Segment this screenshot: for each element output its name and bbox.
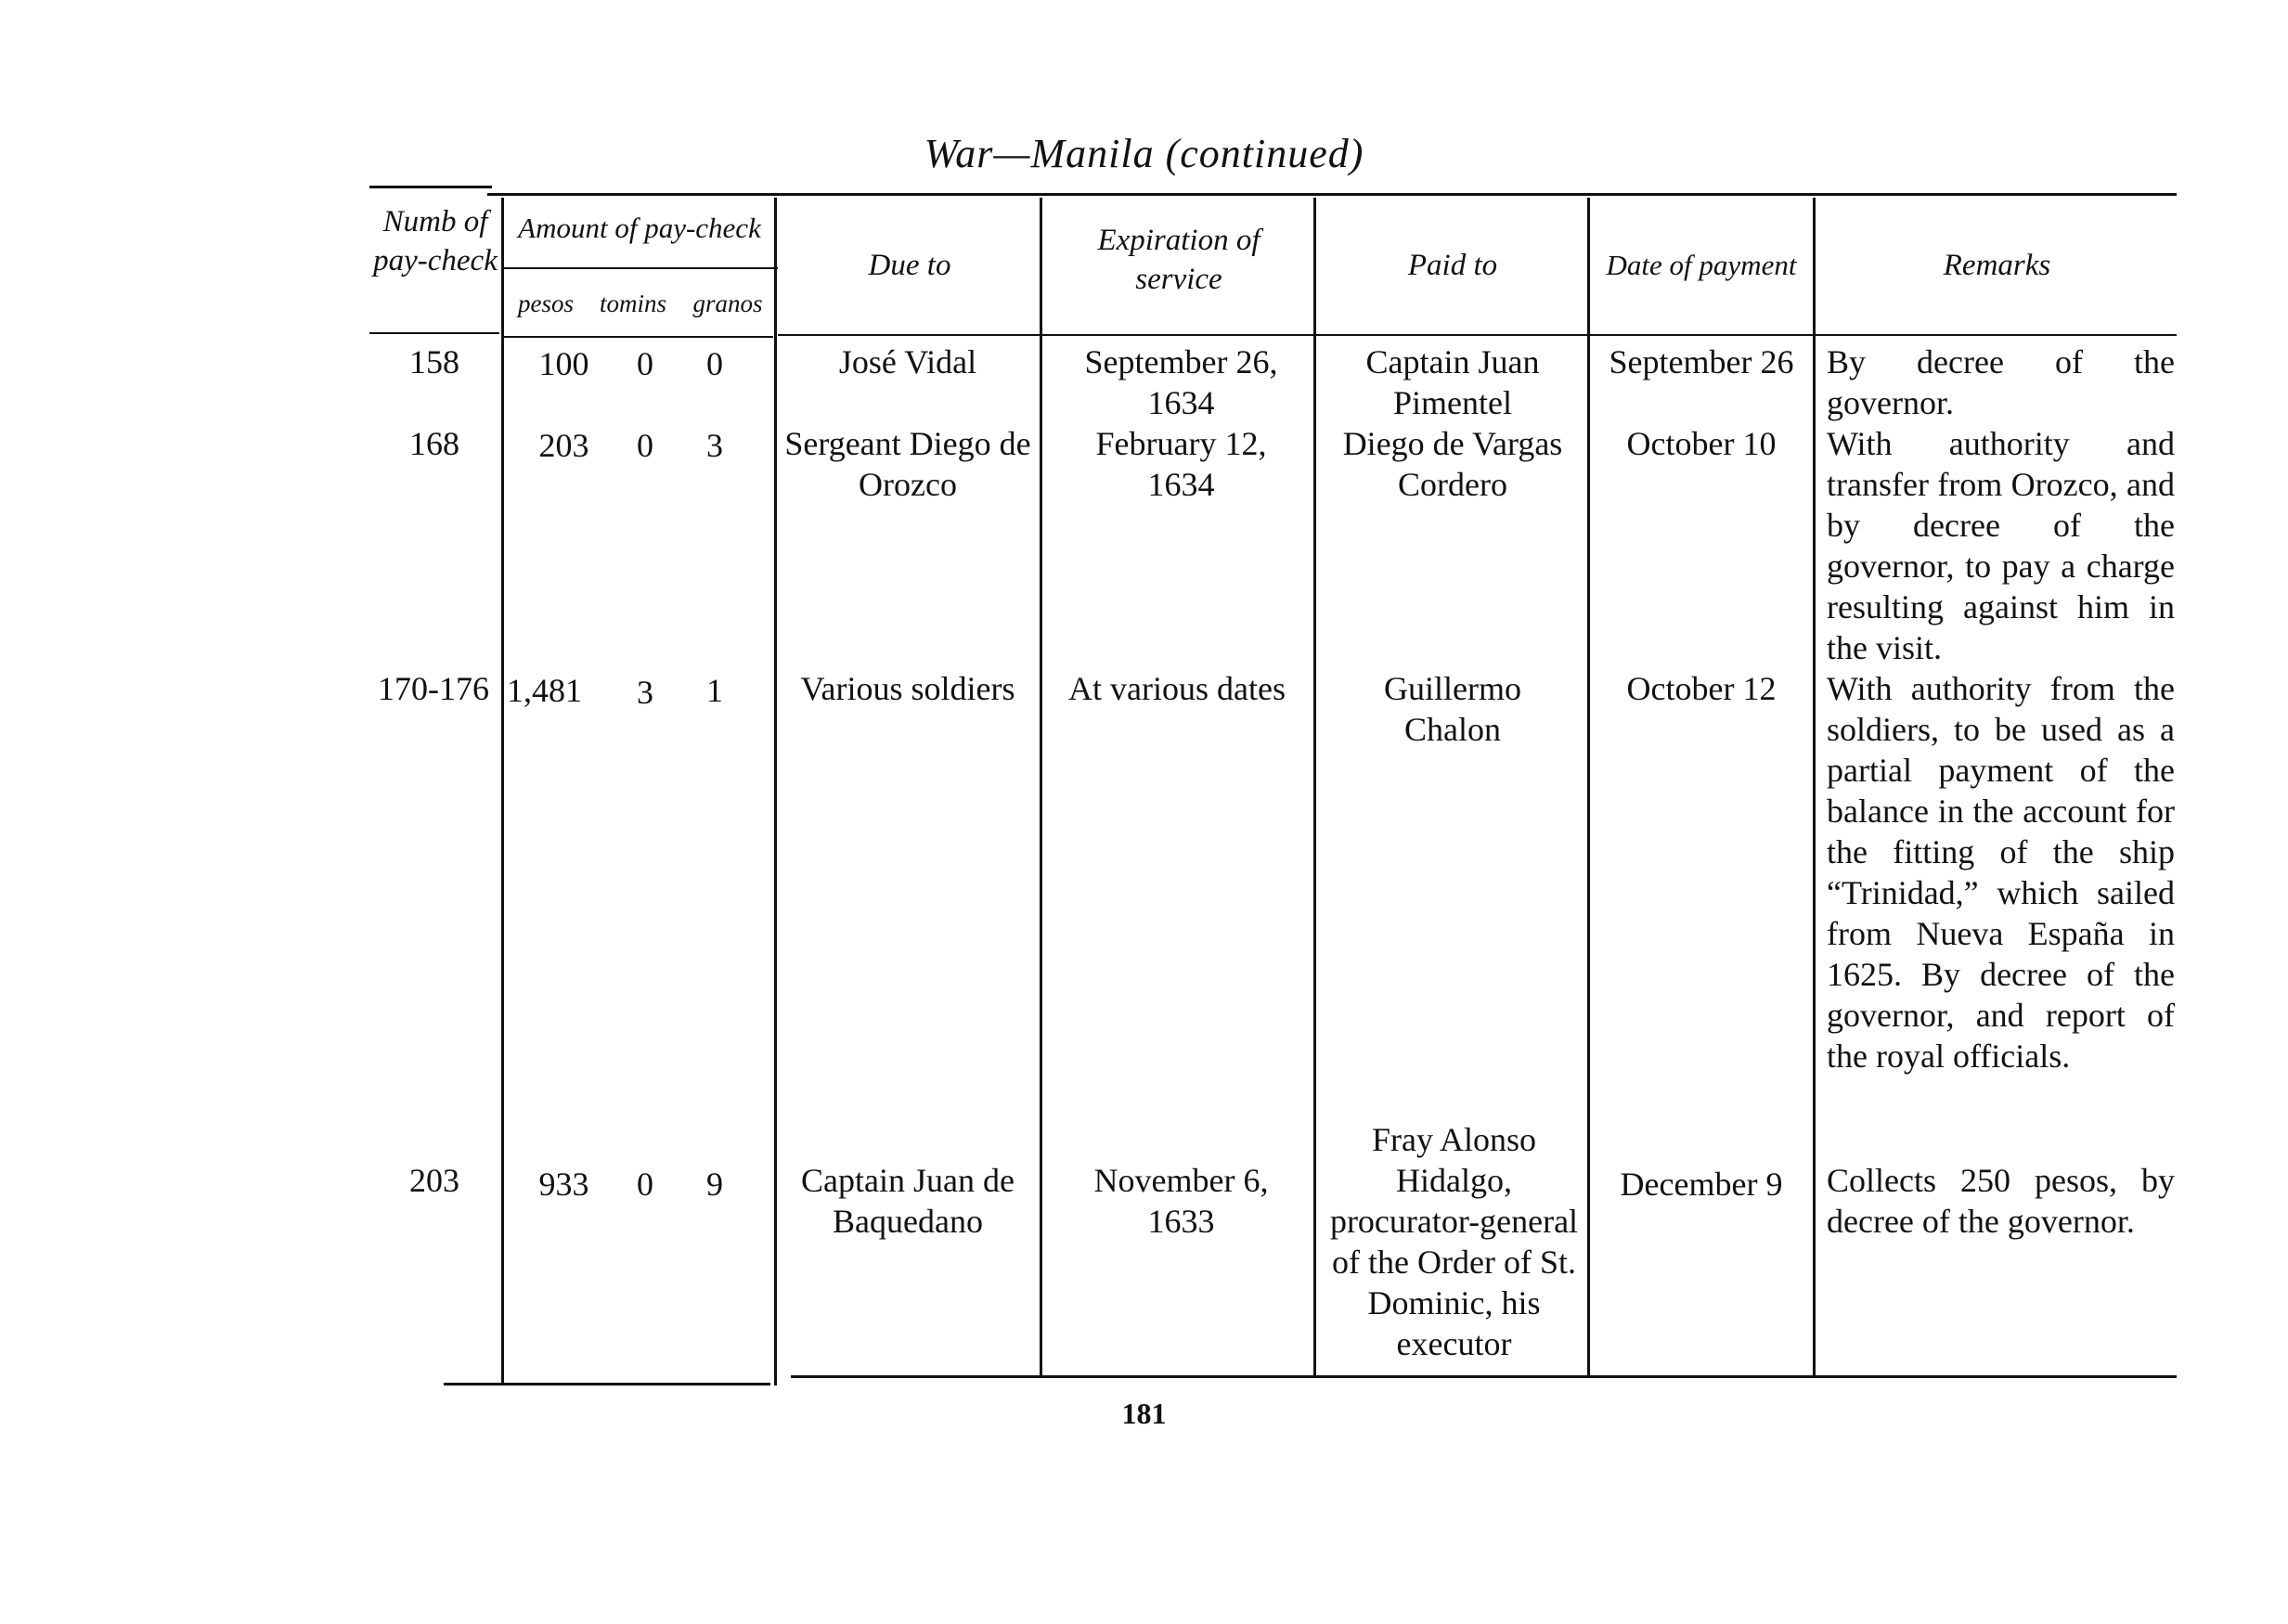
bottom-rule-right [791,1375,2177,1378]
cell-remarks: By decree of the governor. [1827,343,2175,421]
cell-tomins: 0 [637,345,653,382]
top-rule-right [487,193,2177,196]
header-pesos: pesos [518,290,574,317]
header-expiration: Expiration of service [1097,224,1260,296]
cell-tomins: 0 [637,427,653,464]
header-bottom-rule-mid [504,336,773,338]
cell-number: 168 [409,425,459,462]
cell-pesos: 1,481 [507,672,582,709]
cell-date: September 26 [1609,343,1794,380]
page-title-suffix: (continued) [1165,131,1364,176]
cell-granos: 0 [706,345,723,382]
cell-expiration: November 6, 1633 [1093,1162,1269,1240]
cell-due-to: José Vidal [838,343,977,380]
cell-remarks: Collects 250 pesos, by decree of the governor. [1827,1162,2175,1240]
page-number: 181 [1121,1397,1167,1430]
cell-pesos: 933 [538,1166,589,1203]
page-title-text: War—Manila [924,131,1155,176]
header-paid-to: Paid to [1407,249,1498,282]
cell-paid-to: Captain Juan Pimentel [1365,343,1540,421]
cell-expiration: At various dates [1068,670,1286,707]
col-divider-4 [1313,198,1316,1376]
amount-subheader-rule [504,267,778,269]
col-divider-1 [501,198,504,1386]
cell-date: October 12 [1626,670,1777,707]
header-amount: Amount of pay-check [518,212,761,244]
cell-pesos: 100 [538,345,589,382]
cell-number: 170-176 [378,670,489,707]
cell-granos: 3 [706,427,723,464]
cell-date: December 9 [1620,1166,1783,1203]
col-divider-2 [774,198,777,1386]
cell-due-to: Sergeant Diego de Orozco [784,425,1031,503]
cell-paid-to: Diego de Vargas Cordero [1342,425,1563,503]
cell-expiration: February 12, 1634 [1095,425,1267,503]
cell-paid-to: Fray Alonso Hidalgo, procurator-general of the Order of St. Dominic, his executor [1329,1121,1579,1362]
cell-due-to: Various soldiers [800,670,1015,707]
cell-number: 203 [409,1162,459,1199]
header-bottom-rule-right [778,334,2177,336]
page-title [0,130,2288,177]
cell-pesos: 203 [538,427,589,464]
cell-date: October 10 [1626,425,1777,462]
cell-expiration: September 26, 1634 [1084,343,1278,421]
cell-granos: 1 [706,672,723,709]
cell-tomins: 0 [637,1166,653,1203]
col-divider-3 [1040,198,1042,1376]
header-due-to: Due to [868,249,951,282]
cell-remarks: With authority from the soldiers, to be used as a partial payment of the balance in the account for the fitting of the ship “Trinidad,” which sailed from Nueva España in 1625. By decree of the governor, and report of the royal officials. [1827,670,2175,1075]
cell-granos: 9 [706,1166,723,1203]
bottom-rule-left [444,1383,770,1386]
header-tomins: tomins [599,290,666,317]
header-granos: granos [692,290,763,317]
header-date-of-payment: Date of payment [1606,249,1797,281]
cell-number: 158 [409,343,459,380]
cell-remarks: With authority and transfer from Orozco, and by decree of the governor, to pay a charge resulting against him in the visit. [1827,425,2175,666]
header-number: Numb of pay-check [373,205,498,277]
cell-due-to: Captain Juan de Baquedano [801,1162,1015,1240]
header-bottom-rule-left [369,332,499,334]
cell-tomins: 3 [637,674,653,711]
header-remarks: Remarks [1943,249,2051,282]
cell-paid-to: Guillermo Chalon [1384,670,1521,748]
top-rule-left [369,186,492,188]
